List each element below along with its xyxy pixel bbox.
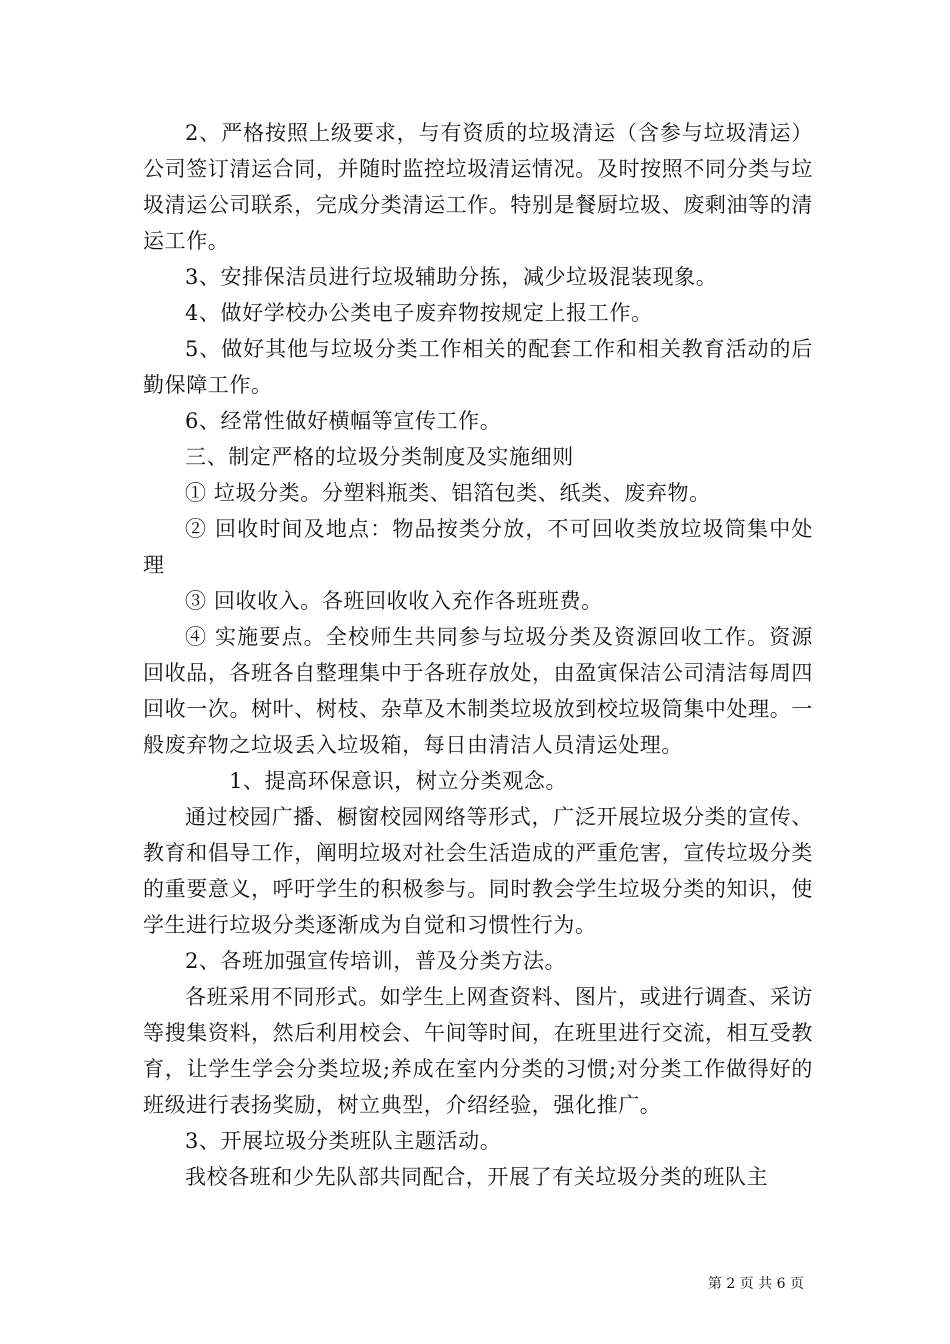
rule-item-3: ③ 回收收入。各班回收收入充作各班班费。 (185, 589, 603, 613)
paragraph-activities: 我校各班和少先队部共同配合，开展了有关垃圾分类的班队主 (185, 1165, 769, 1189)
rule-item-1: ① 垃圾分类。分塑料瓶类、铝箔包类、纸类、废弃物。 (185, 481, 711, 505)
paragraph-item-6: 6、经常性做好横幅等宣传工作。 (185, 409, 502, 433)
subheading-1: 1、提高环保意识，树立分类观念。 (229, 769, 568, 793)
rule-item-2: ② 回收时间及地点：物品按类分放，不可回收类放垃圾筒集中处理 (143, 517, 813, 577)
rule-item-4: ④ 实施要点。全校师生共同参与垃圾分类及资源回收工作。资源回收品，各班各自整理集中于各班存放处，由盈寅保洁公司清洁每周四回收一次。树叶、树枝、杂草及木制类垃圾放到校垃圾筒集中处理。一般废弃物之垃圾丢入垃圾箱，每日由清洁人员清运处理。 (143, 625, 813, 757)
paragraph-item-3: 3、安排保洁员进行垃圾辅助分拣，减少垃圾混装现象。 (185, 265, 718, 289)
page-number: 第 2 页 共 6 页 (707, 1276, 804, 1292)
paragraph-item-2: 2、严格按照上级要求，与有资质的垃圾清运（含参与垃圾清运）公司签订清运合同，并随时监控垃圾清运情况。及时按照不同分类与垃圾清运公司联系，完成分类清运工作。特别是餐厨垃圾、废剩油等的清运工作。 (143, 121, 813, 253)
section-heading-3: 三、制定严格的垃圾分类制度及实施细则 (185, 445, 574, 469)
subheading-2: 2、各班加强宣传培训，普及分类方法。 (185, 949, 567, 973)
paragraph-item-5: 5、做好其他与垃圾分类工作相关的配套工作和相关教育活动的后勤保障工作。 (143, 337, 813, 397)
paragraph-awareness: 通过校园广播、橱窗校园网络等形式，广泛开展垃圾分类的宣传、教育和倡导工作，阐明垃圾对社会生活造成的严重危害，宣传垃圾分类的重要意义，呼吁学生的积极参与。同时教会学生垃圾分类的知识，使学生进行垃圾分类逐渐成为自觉和习惯性行为。 (143, 805, 813, 937)
paragraph-training: 各班采用不同形式。如学生上网查资料、图片，或进行调查、采访等搜集资料，然后利用校会、午间等时间，在班里进行交流，相互受教育，让学生学会分类垃圾;养成在室内分类的习惯;对分类工作做得好的班级进行表扬奖励，树立典型，介绍经验，强化推广。 (143, 985, 813, 1117)
subheading-3: 3、开展垃圾分类班队主题活动。 (185, 1129, 502, 1153)
paragraph-item-4: 4、做好学校办公类电子废弃物按规定上报工作。 (185, 301, 653, 325)
document-body (143, 115, 813, 1195)
